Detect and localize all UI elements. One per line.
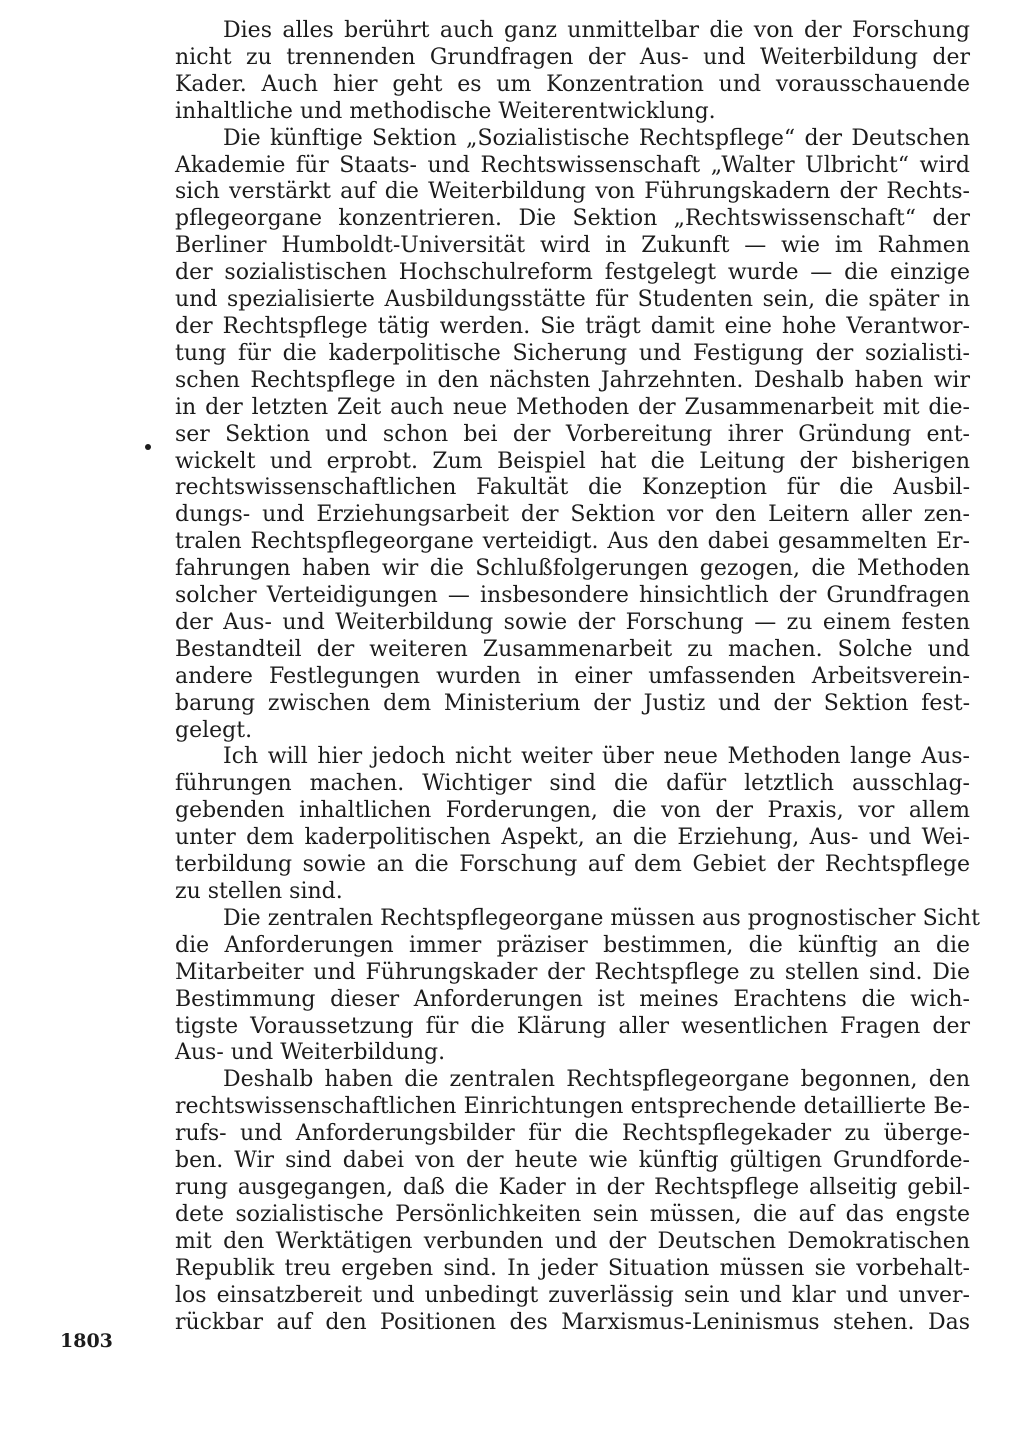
text-line: sich verstärkt auf die Weiterbildung von Führungskadern der Rechts- [175,179,970,205]
page-number: 1803 [60,1330,113,1352]
text-line: wickelt und erprobt. Zum Beispiel hat die Leitung der bisherigen [175,448,970,474]
text-line: rufs- und Anforderungsbilder für die Rechtspflegekader zu überge- [175,1121,970,1147]
text-line: gelegt. [175,717,253,743]
text-line: dungs- und Erziehungsarbeit der Sektion vor den Leitern aller zen- [175,502,970,528]
text-line: tralen Rechtspflegeorgane verteidigt. Aus den dabei gesammelten Er- [175,529,970,555]
text-line: und spezialisierte Ausbildungsstätte für Studenten sein, die später in [175,287,970,313]
text-line: Berliner Humboldt-Universität wird in Zukunft — wie im Rahmen [175,233,970,259]
text-line: rung ausgegangen, daß die Kader in der Rechtspflege allseitig gebil- [175,1174,970,1200]
text-line: tigste Voraussetzung für die Klärung aller wesentlichen Fragen der [175,1013,970,1039]
text-line: zu stellen sind. [175,879,343,904]
text-line: Kader. Auch hier geht es um Konzentration und vorausschauende [175,71,970,97]
text-line: nicht zu trennenden Grundfragen der Aus- und Weiterbildung der [175,44,970,70]
text-line: in der letzten Zeit auch neue Methoden der Zusammenarbeit mit die- [175,394,970,420]
text-line: ben. Wir sind dabei von der heute wie künftig gültigen Grundforde- [175,1148,970,1174]
text-line: Die zentralen Rechtspflegeorgane müssen aus prognostischer Sicht [223,905,981,931]
text-line: ser Sektion und schon bei der Vorbereitung ihrer Gründung ent- [175,421,970,447]
paragraph [175,1067,970,1336]
text-line: Aus- und Weiterbildung. [175,1040,446,1066]
text-line: los einsatzbereit und unbedingt zuverlässig sein und klar und unver- [175,1282,970,1308]
text-line: der sozialistischen Hochschulreform festgelegt wurde — die einzige [175,260,970,286]
text-line: pflegeorgane konzentrieren. Die Sektion „Rechtswissenschaft“ der [175,206,970,232]
text-line: andere Festlegungen wurden in einer umfassenden Arbeitsverein- [175,663,970,689]
text-line: Die künftige Sektion „Sozialistische Rechtspflege“ der Deutschen [223,125,970,151]
text-line: rechtswissenschaftlichen Einrichtungen entsprechende detaillierte Be- [175,1094,970,1120]
margin-dot-mark [145,444,151,450]
text-line: die Anforderungen immer präziser bestimmen, die künftig an die [175,932,970,958]
paragraph [175,126,970,745]
text-line: der Rechtspflege tätig werden. Sie trägt damit eine hohe Verantwor- [175,313,970,339]
text-line: Bestimmung dieser Anforderungen ist meines Erachtens die wich- [175,986,970,1012]
paragraph [175,905,981,1067]
text-line: solcher Verteidigungen — insbesondere hinsichtlich der Grundfragen [175,583,970,609]
text-line: fahrungen haben wir die Schlußfolgerungen gezogen, die Methoden [175,556,970,582]
paragraph [175,18,970,126]
text-line: Mitarbeiter und Führungskader der Rechtspflege zu stellen sind. Die [175,959,970,985]
text-line: Akademie für Staats- und Rechtswissenschaft „Walter Ulbricht“ wird [175,152,970,178]
text-line: führungen machen. Wichtiger sind die dafür letztlich ausschlag- [175,771,970,797]
text-line: barung zwischen dem Ministerium der Justiz und der Sektion fest- [175,690,970,716]
text-line: der Aus- und Weiterbildung sowie der Forschung — zu einem festen [175,609,970,635]
text-line: tung für die kaderpolitische Sicherung und Festigung der sozialisti- [175,340,970,366]
text-line: unter dem kaderpolitischen Aspekt, an die Erziehung, Aus- und Wei- [175,825,970,851]
text-line: rückbar auf den Positionen des Marxismus-Leninismus stehen. Das [175,1309,970,1335]
text-line: dete sozialistische Persönlichkeiten sein müssen, die auf das engste [175,1201,970,1227]
text-line: Bestandteil der weiteren Zusammenarbeit zu machen. Solche und [175,636,970,662]
text-line: mit den Werktätigen verbunden und der Deutschen Demokratischen [175,1228,970,1254]
text-line: rechtswissenschaftlichen Fakultät die Konzeption für die Ausbil- [175,475,970,501]
text-line: schen Rechtspflege in den nächsten Jahrzehnten. Deshalb haben wir [175,367,970,393]
text-line: Deshalb haben die zentralen Rechtspflegeorgane begonnen, den [223,1067,970,1093]
paragraph [175,744,970,905]
text-line: Ich will hier jedoch nicht weiter über neue Methoden lange Aus- [223,744,970,770]
text-line: terbildung sowie an die Forschung auf dem Gebiet der Rechtspflege [175,852,970,878]
text-line: gebenden inhaltlichen Forderungen, die von der Praxis, vor allem [175,798,970,824]
body-text [175,18,981,1336]
text-line: Republik treu ergeben sind. In jeder Situation müssen sie vorbehalt- [175,1255,970,1281]
text-line: Dies alles berührt auch ganz unmittelbar die von der Forschung [223,18,970,43]
text-line: inhaltliche und methodische Weiterentwicklung. [175,98,716,124]
